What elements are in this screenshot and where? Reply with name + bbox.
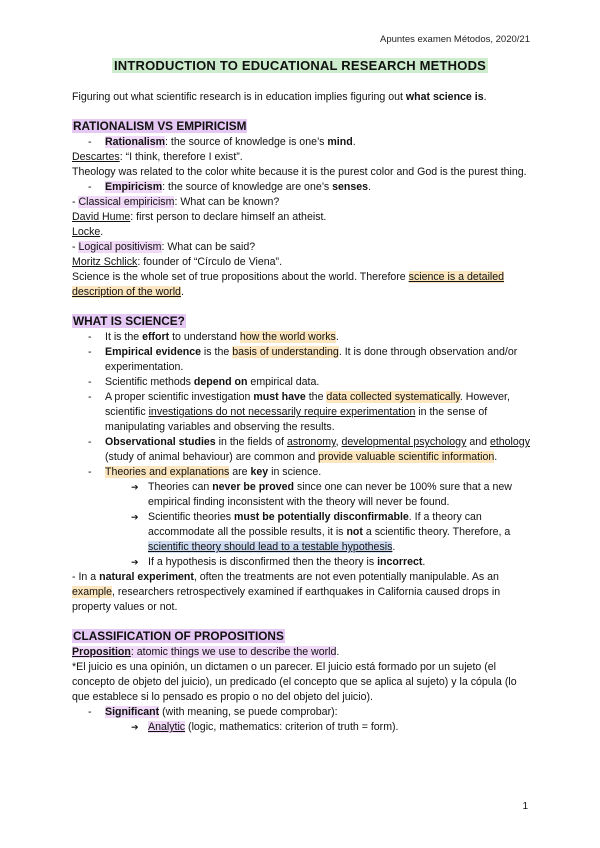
list-item: - Scientific methods depend on empirical data.	[72, 375, 532, 390]
theories-sublist	[72, 480, 532, 570]
list-item: - Observational studies in the fields of astronomy, developmental psychology and ethology (study of animal behaviour) are common and provide valuable scientific information.	[72, 435, 532, 465]
section-heading-what-is-science: WHAT IS SCIENCE?	[73, 314, 185, 328]
section-heading-rationalism: RATIONALISM VS EMPIRICISM	[73, 119, 247, 133]
list-item: - A proper scientific investigation must have the data collected systematically. However, scientific investigations do not necessarily require experimentation in the sense of manipulating variables and observing the results.	[72, 390, 532, 435]
list-item: ➔ Scientific theories must be potentially disconfirmable. If a theory can accommodate all the possible results, it is not a scientific theory. Therefore, a scientific theory should lead to a testable hypothesis.	[72, 510, 532, 555]
list-item: - Significant (with meaning, se puede comprobar):	[72, 705, 532, 720]
science-list	[72, 330, 532, 480]
list-item: ➔ Theories can never be proved since one can never be 100% sure that a new empirical finding inconsistent with the theory will never be found.	[72, 480, 532, 510]
science-definition: Science is the whole set of true propositions about the world. Therefore science is a detailed description of the world.	[72, 271, 505, 298]
list-item: - Rationalism: the source of knowledge is one’s mind.	[72, 135, 532, 150]
juicio-paragraph: *El juicio es una opinión, un dictamen o un parecer. El juicio está formado por un sujeto (el concepto de objeto del juicio), un predicado (el concepto que se aplica al sujeto) y la cópula (lo que establece si lo pensado es propio o no del objeto del juicio).	[72, 661, 517, 703]
list-item: ➔ Analytic (logic, mathematics: criterion of truth = form).	[72, 720, 532, 735]
descartes-line: Descartes: “I think, therefore I exist”.	[72, 151, 243, 163]
natural-experiment-paragraph: - In a natural experiment, often the treatments are not even potentially manipulable. As an example, researchers retrospectively examined if earthquakes in California caused drops in property values or not.	[72, 571, 501, 613]
header-note: Apuntes examen Métodos, 2020/21	[380, 34, 530, 45]
intro-paragraph: Figuring out what scientific research is in education implies figuring out what science is.	[72, 91, 487, 103]
list-item: ➔ If a hypothesis is disconfirmed then the theory is incorrect.	[72, 555, 532, 570]
list-item: - It is the effort to understand how the world works.	[72, 330, 532, 345]
section-heading-classification: CLASSIFICATION OF PROPOSITIONS	[73, 629, 284, 643]
hume-line: David Hume: first person to declare himself an atheist.	[72, 211, 327, 223]
locke-line: Locke.	[72, 226, 104, 238]
significant-sublist	[72, 720, 532, 735]
schlick-line: Moritz Schlick: founder of “Círculo de Viena”.	[72, 256, 283, 268]
page-number: 1	[522, 801, 528, 812]
proposition-definition: Proposition: atomic things we use to describe the world.	[72, 646, 340, 658]
list-item: - Empiricism: the source of knowledge are one’s senses.	[72, 180, 532, 195]
list-item: - Theories and explanations are key in science.	[72, 465, 532, 480]
proposition-list	[72, 705, 532, 720]
empiricism-list	[72, 180, 532, 195]
theology-paragraph: Theology was related to the color white because it is the purest color and God is the purest thing.	[72, 166, 527, 178]
document-body	[72, 90, 532, 735]
list-item: - Empirical evidence is the basis of understanding. It is done through observation and/or experimentation.	[72, 345, 532, 375]
document-title: INTRODUCTION TO EDUCATIONAL RESEARCH METHODS	[113, 58, 487, 73]
classical-empiricism-line: - Classical empiricism: What can be known?	[72, 196, 280, 208]
logical-positivism-line: - Logical positivism: What can be said?	[72, 241, 256, 253]
rationalism-list	[72, 135, 532, 150]
